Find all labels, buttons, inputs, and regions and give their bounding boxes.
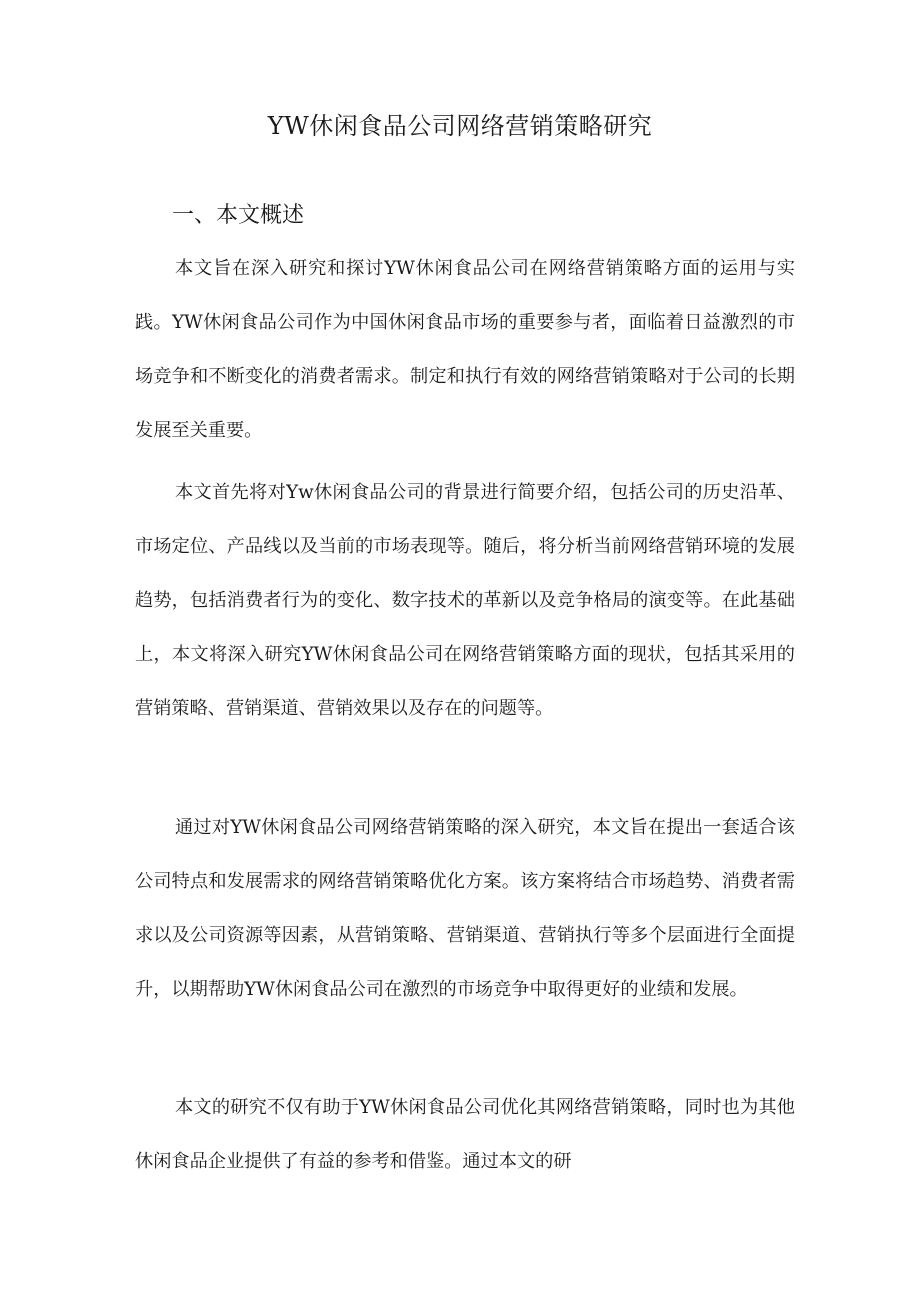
paragraph-text: 本文的研究不仅有助于YW休闲食品公司优化其网络营销策略，同时也为其他休闲食品企业提供了有益的参考和借鉴。通过本文的研 (135, 1097, 795, 1173)
document-title: YW休闲食品公司网络营销策略研究 (267, 112, 653, 140)
body-paragraph (135, 1081, 795, 1189)
body-paragraph (135, 801, 795, 1017)
body-paragraph (135, 242, 795, 458)
paragraph-text: 本文首先将对Yw休闲食品公司的背景进行简要介绍，包括公司的历史沿革、市场定位、产品线以及当前的市场表现等。随后，将分析当前网络营销环境的发展趋势，包括消费者行为的变化、数字技术的革新以及竞争格局的演变等。在此基础上，本文将深入研究YW休闲食品公司在网络营销策略方面的现状，包括其采用的营销策略、营销渠道、营销效果以及存在的问题等。 (135, 482, 795, 720)
body-paragraph (135, 466, 795, 736)
paragraph-text: 通过对YW休闲食品公司网络营销策略的深入研究，本文旨在提出一套适合该公司特点和发展需求的网络营销策略优化方案。该方案将结合市场趋势、消费者需求以及公司资源等因素，从营销策略、营销渠道、营销执行等多个层面进行全面提升，以期帮助YW休闲食品公司在激烈的市场竞争中取得更好的业绩和发展。 (135, 817, 795, 1001)
paragraph-text: 本文旨在深入研究和探讨YW休闲食品公司在网络营销策略方面的运用与实践。YW休闲食品公司作为中国休闲食品市场的重要参与者，面临着日益激烈的市场竞争和不断变化的消费者需求。制定和执行有效的网络营销策略对于公司的长期发展至关重要。 (135, 258, 795, 442)
section-heading: 一、本文概述 (172, 203, 305, 228)
